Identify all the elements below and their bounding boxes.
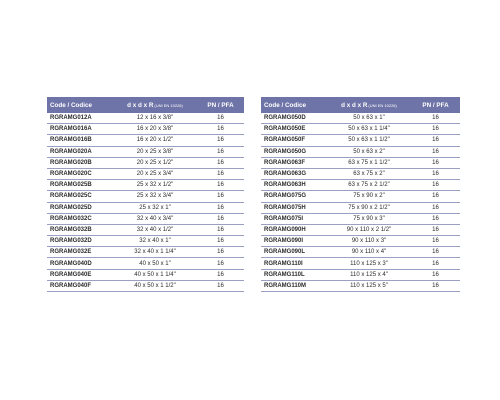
table-row [261,213,460,224]
table-row [261,180,460,191]
product-code-cell: RGRAMG110M [261,280,327,291]
product-code-cell: RGRAMG020C [47,168,113,179]
product-code-cell: RGRAMG020B [47,157,113,168]
table-row [261,191,460,202]
dimension-column-header [327,97,411,113]
pressure-cell: 16 [197,213,244,224]
pressure-cell: 16 [197,146,244,157]
table-body-left [47,113,244,292]
dimension-cell: 75 x 90 x 3" [327,213,411,224]
table-row [47,180,244,191]
dimension-cell: 110 x 125 x 5" [327,280,411,291]
product-code-cell: RGRAMG075G [261,191,327,202]
product-code-cell: RGRAMG090L [261,247,327,258]
dimension-cell: 63 x 75 x 1 1/2" [327,157,411,168]
pressure-cell: 16 [197,191,244,202]
table-row [47,113,244,124]
pressure-cell: 16 [411,236,460,247]
dimension-cell: 12 x 16 x 3/8" [113,113,197,124]
product-code-cell: RGRAMG016B [47,135,113,146]
pressure-cell: 16 [197,135,244,146]
dimension-header-label: d x d x R [127,101,154,109]
dimension-cell: 25 x 32 x 3/4" [113,191,197,202]
pressure-cell: 16 [411,191,460,202]
pressure-cell: 16 [197,124,244,135]
dimension-cell: 32 x 40 x 1" [113,236,197,247]
dimension-cell: 75 x 90 x 2" [327,191,411,202]
table-row [47,202,244,213]
dimension-cell: 32 x 40 x 3/4" [113,213,197,224]
pressure-cell: 16 [411,135,460,146]
table-header-row [47,97,244,113]
pressure-cell: 16 [197,168,244,179]
table-row [47,236,244,247]
dimension-cell: 110 x 125 x 3" [327,258,411,269]
table-row [47,168,244,179]
pressure-cell: 16 [197,157,244,168]
table-row [47,157,244,168]
dimension-cell: 20 x 25 x 3/8" [113,146,197,157]
product-code-cell: RGRAMG050D [261,113,327,124]
product-code-cell: RGRAMG050E [261,124,327,135]
product-code-cell: RGRAMG032D [47,236,113,247]
table-row [47,135,244,146]
product-code-cell: RGRAMG040E [47,269,113,280]
dimension-cell: 50 x 63 x 1 1/4" [327,124,411,135]
product-code-cell: RGRAMG020A [47,146,113,157]
pressure-cell: 16 [411,124,460,135]
dimension-cell: 20 x 25 x 1/2" [113,157,197,168]
pressure-cell: 16 [197,247,244,258]
pressure-cell: 16 [197,269,244,280]
table-row [47,258,244,269]
product-code-cell: RGRAMG075H [261,202,327,213]
product-code-cell: RGRAMG090I [261,236,327,247]
product-code-cell: RGRAMG032C [47,213,113,224]
product-code-cell: RGRAMG075I [261,213,327,224]
product-code-cell: RGRAMG012A [47,113,113,124]
product-code-cell: RGRAMG040D [47,258,113,269]
table-row [261,113,460,124]
dimension-cell: 90 x 110 x 3" [327,236,411,247]
table-row [47,224,244,235]
pressure-cell: 16 [411,247,460,258]
table-row [261,202,460,213]
dimension-cell: 16 x 20 x 3/8" [113,124,197,135]
dimension-cell: 25 x 32 x 1" [113,202,197,213]
product-code-cell: RGRAMG040F [47,280,113,291]
product-code-cell: RGRAMG090H [261,224,327,235]
dimension-cell: 32 x 40 x 1/2" [113,224,197,235]
pressure-cell: 16 [411,224,460,235]
dimension-header-label: d x d x R [341,101,368,109]
dimension-norm-label: (UNI EN 10226) [154,102,183,108]
table-row [47,247,244,258]
product-table-left [47,97,244,292]
pressure-cell: 16 [411,280,460,291]
dimension-norm-label: (UNI EN 10226) [368,102,397,108]
table-header-row [261,97,460,113]
table-row [47,146,244,157]
product-code-cell: RGRAMG110I [261,258,327,269]
table-row [261,247,460,258]
dimension-cell: 63 x 75 x 2 1/2" [327,180,411,191]
table-row [261,135,460,146]
product-code-cell: RGRAMG025D [47,202,113,213]
dimension-cell: 50 x 63 x 2" [327,146,411,157]
pressure-cell: 16 [197,236,244,247]
table-row [261,157,460,168]
pressure-cell: 16 [411,180,460,191]
dimension-cell: 75 x 90 x 2 1/2" [327,202,411,213]
dimension-cell: 25 x 32 x 1/2" [113,180,197,191]
product-code-cell: RGRAMG063H [261,180,327,191]
dimension-column-header [113,97,197,113]
dimension-cell: 50 x 63 x 1" [327,113,411,124]
pressure-cell: 16 [197,113,244,124]
table-body-right [261,113,460,292]
table-row [261,224,460,235]
pressure-cell: 16 [197,280,244,291]
pressure-cell: 16 [411,157,460,168]
product-code-cell: RGRAMG050F [261,135,327,146]
dimension-cell: 90 x 110 x 4" [327,247,411,258]
table-row [47,269,244,280]
dimension-cell: 90 x 110 x 2 1/2" [327,224,411,235]
table-row [261,124,460,135]
table-row [47,213,244,224]
table-row [261,146,460,157]
pressure-cell: 16 [411,258,460,269]
table-row [47,280,244,291]
pressure-cell: 16 [411,202,460,213]
dimension-cell: 40 x 50 x 1 1/4" [113,269,197,280]
product-code-cell: RGRAMG025B [47,180,113,191]
dimension-cell: 20 x 25 x 3/4" [113,168,197,179]
pressure-cell: 16 [197,258,244,269]
pressure-cell: 16 [411,113,460,124]
table-row [261,236,460,247]
table-row [261,168,460,179]
table-row [261,280,460,291]
pressure-cell: 16 [411,146,460,157]
product-code-cell: RGRAMG063G [261,168,327,179]
table-row [47,124,244,135]
dimension-cell: 40 x 50 x 1 1/2" [113,280,197,291]
dimension-cell: 40 x 50 x 1" [113,258,197,269]
table-row [261,269,460,280]
table-row [47,191,244,202]
product-code-cell: RGRAMG032B [47,224,113,235]
pressure-cell: 16 [197,180,244,191]
dimension-cell: 16 x 20 x 1/2" [113,135,197,146]
table-row [261,258,460,269]
pressure-cell: 16 [411,168,460,179]
product-code-cell: RGRAMG025C [47,191,113,202]
product-code-cell: RGRAMG063F [261,157,327,168]
product-code-cell: RGRAMG050G [261,146,327,157]
pressure-cell: 16 [411,269,460,280]
product-code-cell: RGRAMG032E [47,247,113,258]
pressure-column-header: PN / PFA [197,97,244,113]
code-column-header: Code / Codice [261,97,327,113]
pressure-cell: 16 [411,213,460,224]
dimension-cell: 110 x 125 x 4" [327,269,411,280]
pressure-column-header: PN / PFA [411,97,460,113]
code-column-header: Code / Codice [47,97,113,113]
product-table-right [261,97,460,292]
dimension-cell: 50 x 63 x 1 1/2" [327,135,411,146]
dimension-cell: 32 x 40 x 1 1/4" [113,247,197,258]
pressure-cell: 16 [197,202,244,213]
pressure-cell: 16 [197,224,244,235]
product-code-cell: RGRAMG016A [47,124,113,135]
dimension-cell: 63 x 75 x 2" [327,168,411,179]
product-code-cell: RGRAMG110L [261,269,327,280]
